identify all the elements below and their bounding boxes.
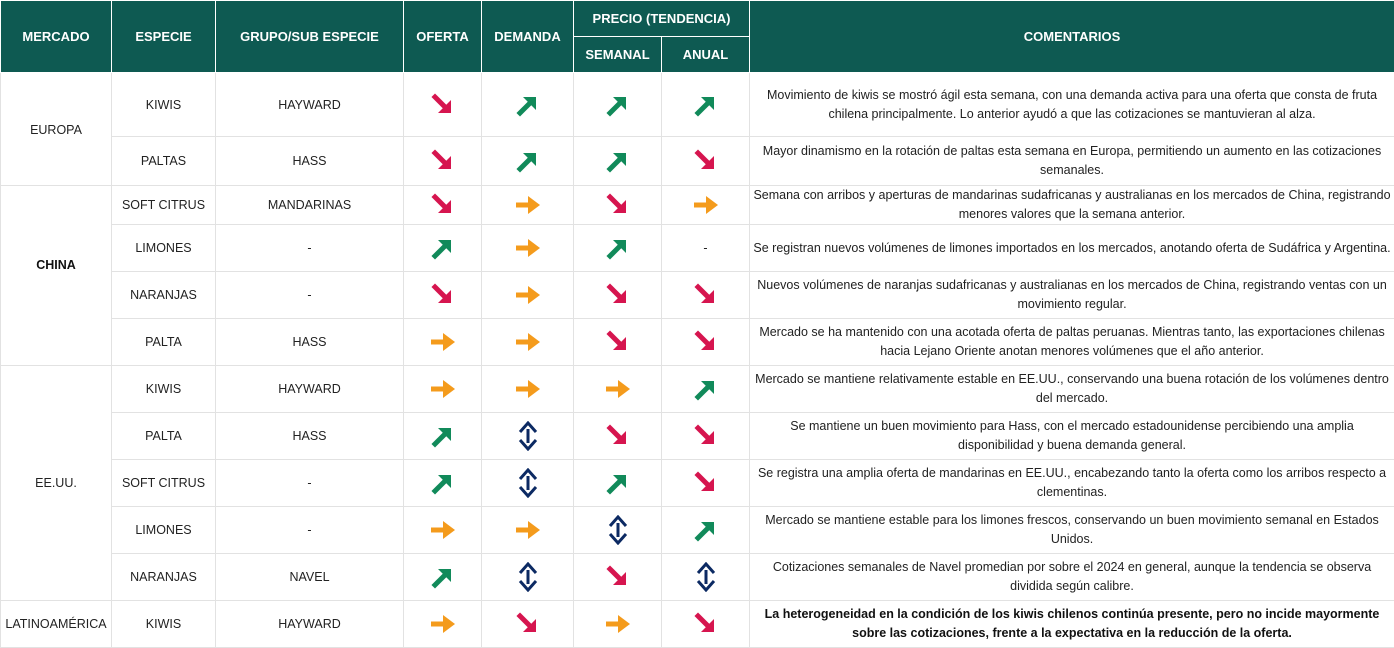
comment-cell xyxy=(750,413,1394,460)
grupo-cell: HAYWARD xyxy=(216,601,404,648)
especie-cell: LIMONES xyxy=(112,225,216,272)
especie-cell: PALTAS xyxy=(112,137,216,186)
market-cell xyxy=(1,186,112,225)
trend-down-arrow-icon xyxy=(603,280,633,310)
market-cell xyxy=(1,507,112,554)
oferta-cell xyxy=(404,186,482,225)
especie-cell: PALTA xyxy=(112,413,216,460)
trend-up-arrow-icon xyxy=(513,146,543,176)
semanal-cell xyxy=(574,601,662,648)
header-grupo: GRUPO/SUB ESPECIE xyxy=(216,1,404,73)
comment-cell xyxy=(750,319,1394,366)
market-cell xyxy=(1,225,112,272)
comment-cell xyxy=(750,554,1394,601)
semanal-cell xyxy=(574,225,662,272)
comment-cell xyxy=(750,186,1394,225)
trend-stable-arrow-icon xyxy=(603,609,633,639)
especie-cell: PALTA xyxy=(112,319,216,366)
anual-cell xyxy=(662,413,750,460)
trend-down-arrow-icon xyxy=(691,146,721,176)
anual-cell xyxy=(662,319,750,366)
trend-up-arrow-icon xyxy=(428,562,458,592)
market-cell xyxy=(1,272,112,319)
grupo-cell: NAVEL xyxy=(216,554,404,601)
trend-down-arrow-icon xyxy=(428,90,458,120)
table-row xyxy=(1,319,1394,366)
grupo-cell: HASS xyxy=(216,413,404,460)
demanda-cell xyxy=(482,319,574,366)
header-demanda: DEMANDA xyxy=(482,1,574,73)
table-row xyxy=(1,137,1394,186)
comment-text: La heterogeneidad en la condición de los kiwis chilenos continúa presente, pero no incide mayormente sobre las cotizaciones, frente a la expectativa en la reducción de la oferta. xyxy=(752,605,1392,643)
market-cell xyxy=(1,554,112,601)
grupo-cell: HAYWARD xyxy=(216,366,404,413)
comment-text: Mayor dinamismo en la rotación de paltas esta semana en Europa, permitiendo un aumento en las cotizaciones semanales. xyxy=(752,142,1392,180)
comment-cell xyxy=(750,137,1394,186)
anual-cell xyxy=(662,272,750,319)
table-row xyxy=(1,554,1394,601)
oferta-cell xyxy=(404,554,482,601)
trend-stable-arrow-icon xyxy=(513,233,543,263)
especie-cell: NARANJAS xyxy=(112,554,216,601)
market-cell xyxy=(1,413,112,460)
grupo-cell: - xyxy=(216,507,404,554)
header-precio: PRECIO (TENDENCIA) xyxy=(574,1,750,37)
comment-cell xyxy=(750,272,1394,319)
trend-stable-arrow-icon xyxy=(603,374,633,404)
oferta-cell xyxy=(404,601,482,648)
trend-stable-arrow-icon xyxy=(513,327,543,357)
trend-variable-arrow-icon xyxy=(513,468,543,498)
semanal-cell xyxy=(574,460,662,507)
trend-up-arrow-icon xyxy=(691,374,721,404)
market-cell xyxy=(1,137,112,186)
trend-down-arrow-icon xyxy=(603,562,633,592)
comment-cell xyxy=(750,507,1394,554)
demanda-cell xyxy=(482,272,574,319)
grupo-cell: - xyxy=(216,272,404,319)
trend-down-arrow-icon xyxy=(513,609,543,639)
comment-text: Se registran nuevos volúmenes de limones importados en los mercados, anotando oferta de Sudáfrica y Argentina. xyxy=(752,239,1392,258)
grupo-cell: HASS xyxy=(216,319,404,366)
trend-down-arrow-icon xyxy=(428,146,458,176)
especie-cell: KIWIS xyxy=(112,366,216,413)
table-row xyxy=(1,272,1394,319)
semanal-cell xyxy=(574,73,662,137)
market-cell xyxy=(1,366,112,413)
anual-cell xyxy=(662,137,750,186)
comment-text: Nuevos volúmenes de naranjas sudafricanas y australianas en los mercados de China, registrando ventas con un movimiento regular. xyxy=(752,276,1392,314)
trend-down-arrow-icon xyxy=(603,327,633,357)
header-especie: ESPECIE xyxy=(112,1,216,73)
trend-up-arrow-icon xyxy=(513,90,543,120)
header-semanal: SEMANAL xyxy=(574,37,662,73)
table-row xyxy=(1,366,1394,413)
trend-up-arrow-icon xyxy=(691,515,721,545)
trend-up-arrow-icon xyxy=(691,90,721,120)
anual-cell xyxy=(662,554,750,601)
demanda-cell xyxy=(482,366,574,413)
anual-cell xyxy=(662,73,750,137)
especie-cell: KIWIS xyxy=(112,73,216,137)
oferta-cell xyxy=(404,460,482,507)
demanda-cell xyxy=(482,413,574,460)
trend-down-arrow-icon xyxy=(691,609,721,639)
trend-down-arrow-icon xyxy=(428,190,458,220)
table-row xyxy=(1,601,1394,648)
trend-down-arrow-icon xyxy=(603,190,633,220)
comment-cell xyxy=(750,225,1394,272)
comment-text: Se registra una amplia oferta de mandarinas en EE.UU., encabezando tanto la oferta como los arribos respecto a clementinas. xyxy=(752,464,1392,502)
especie-cell: SOFT CITRUS xyxy=(112,186,216,225)
anual-cell: - xyxy=(662,225,750,272)
anual-cell xyxy=(662,186,750,225)
semanal-cell xyxy=(574,507,662,554)
trend-up-arrow-icon xyxy=(603,146,633,176)
anual-cell xyxy=(662,460,750,507)
oferta-cell xyxy=(404,73,482,137)
trend-variable-arrow-icon xyxy=(691,562,721,592)
semanal-cell xyxy=(574,554,662,601)
trend-variable-arrow-icon xyxy=(513,562,543,592)
trend-stable-arrow-icon xyxy=(691,190,721,220)
trend-up-arrow-icon xyxy=(428,468,458,498)
oferta-cell xyxy=(404,413,482,460)
grupo-cell: - xyxy=(216,225,404,272)
trend-up-arrow-icon xyxy=(603,468,633,498)
trend-stable-arrow-icon xyxy=(513,515,543,545)
demanda-cell xyxy=(482,73,574,137)
comment-text: Se mantiene un buen movimiento para Hass, con el mercado estadounidense percibiendo una amplia disponibilidad y buena demanda general. xyxy=(752,417,1392,455)
oferta-cell xyxy=(404,507,482,554)
comment-cell xyxy=(750,460,1394,507)
trend-down-arrow-icon xyxy=(428,280,458,310)
trend-down-arrow-icon xyxy=(603,421,633,451)
comment-cell xyxy=(750,73,1394,137)
semanal-cell xyxy=(574,366,662,413)
trend-stable-arrow-icon xyxy=(428,515,458,545)
header-comentarios: COMENTARIOS xyxy=(750,1,1394,73)
market-name: LATINOAMÉRICA xyxy=(5,617,106,631)
trend-stable-arrow-icon xyxy=(513,374,543,404)
demanda-cell xyxy=(482,186,574,225)
especie-cell: NARANJAS xyxy=(112,272,216,319)
market-cell xyxy=(1,601,112,648)
semanal-cell xyxy=(574,186,662,225)
market-cell xyxy=(1,73,112,137)
trend-up-arrow-icon xyxy=(603,233,633,263)
market-name: CHINA xyxy=(36,258,76,272)
comment-text: Movimiento de kiwis se mostró ágil esta semana, con una demanda activa para una oferta que consta de fruta chilena principalmente. Lo anterior ayudó a que las cotizaciones se mantuvieran al alza. xyxy=(752,86,1392,124)
market-name: EE.UU. xyxy=(35,476,77,490)
oferta-cell xyxy=(404,137,482,186)
table-row xyxy=(1,460,1394,507)
comment-text: Cotizaciones semanales de Navel promedian por sobre el 2024 en general, aunque la tendencia se observa dividida según calibre. xyxy=(752,558,1392,596)
trend-up-arrow-icon xyxy=(428,233,458,263)
grupo-cell: MANDARINAS xyxy=(216,186,404,225)
especie-cell: SOFT CITRUS xyxy=(112,460,216,507)
trend-stable-arrow-icon xyxy=(428,374,458,404)
especie-cell: LIMONES xyxy=(112,507,216,554)
trend-stable-arrow-icon xyxy=(428,327,458,357)
trend-stable-arrow-icon xyxy=(513,190,543,220)
demanda-cell xyxy=(482,601,574,648)
oferta-cell xyxy=(404,272,482,319)
comment-text: Mercado se mantiene relativamente estable en EE.UU., conservando una buena rotación de los volúmenes dentro del mercado. xyxy=(752,370,1392,408)
anual-cell xyxy=(662,601,750,648)
market-cell xyxy=(1,319,112,366)
grupo-cell: HAYWARD xyxy=(216,73,404,137)
trend-up-arrow-icon xyxy=(428,421,458,451)
header-anual: ANUAL xyxy=(662,37,750,73)
comment-cell xyxy=(750,601,1394,648)
table-row xyxy=(1,507,1394,554)
trend-down-arrow-icon xyxy=(691,421,721,451)
grupo-cell: - xyxy=(216,460,404,507)
oferta-cell xyxy=(404,366,482,413)
trend-stable-arrow-icon xyxy=(513,280,543,310)
trend-up-arrow-icon xyxy=(603,90,633,120)
trend-down-arrow-icon xyxy=(691,327,721,357)
market-name: EUROPA xyxy=(30,123,82,137)
trend-variable-arrow-icon xyxy=(513,421,543,451)
trend-stable-arrow-icon xyxy=(428,609,458,639)
demanda-cell xyxy=(482,460,574,507)
demanda-cell xyxy=(482,554,574,601)
comment-text: Semana con arribos y aperturas de mandarinas sudafricanas y australianas en los mercados de China, registrando menores valores que la semana anterior. xyxy=(752,186,1392,224)
semanal-cell xyxy=(574,137,662,186)
semanal-cell xyxy=(574,319,662,366)
table-row xyxy=(1,186,1394,225)
comment-text: Mercado se ha mantenido con una acotada oferta de paltas peruanas. Mientras tanto, las exportaciones chilenas hacia Lejano Oriente anotan menores volúmenes que el año anterior. xyxy=(752,323,1392,361)
table-row xyxy=(1,73,1394,137)
oferta-cell xyxy=(404,319,482,366)
grupo-cell: HASS xyxy=(216,137,404,186)
header-oferta: OFERTA xyxy=(404,1,482,73)
semanal-cell xyxy=(574,272,662,319)
trend-down-arrow-icon xyxy=(691,280,721,310)
comment-cell xyxy=(750,366,1394,413)
trend-variable-arrow-icon xyxy=(603,515,633,545)
table-row xyxy=(1,413,1394,460)
especie-cell: KIWIS xyxy=(112,601,216,648)
trend-down-arrow-icon xyxy=(691,468,721,498)
header-mercado: MERCADO xyxy=(1,1,112,73)
demanda-cell xyxy=(482,225,574,272)
anual-cell xyxy=(662,507,750,554)
table-row xyxy=(1,225,1394,272)
oferta-cell xyxy=(404,225,482,272)
comment-text: Mercado se mantiene estable para los limones frescos, conservando un buen movimiento semanal en Estados Unidos. xyxy=(752,511,1392,549)
demanda-cell xyxy=(482,507,574,554)
market-cell xyxy=(1,460,112,507)
demanda-cell xyxy=(482,137,574,186)
semanal-cell xyxy=(574,413,662,460)
anual-cell xyxy=(662,366,750,413)
